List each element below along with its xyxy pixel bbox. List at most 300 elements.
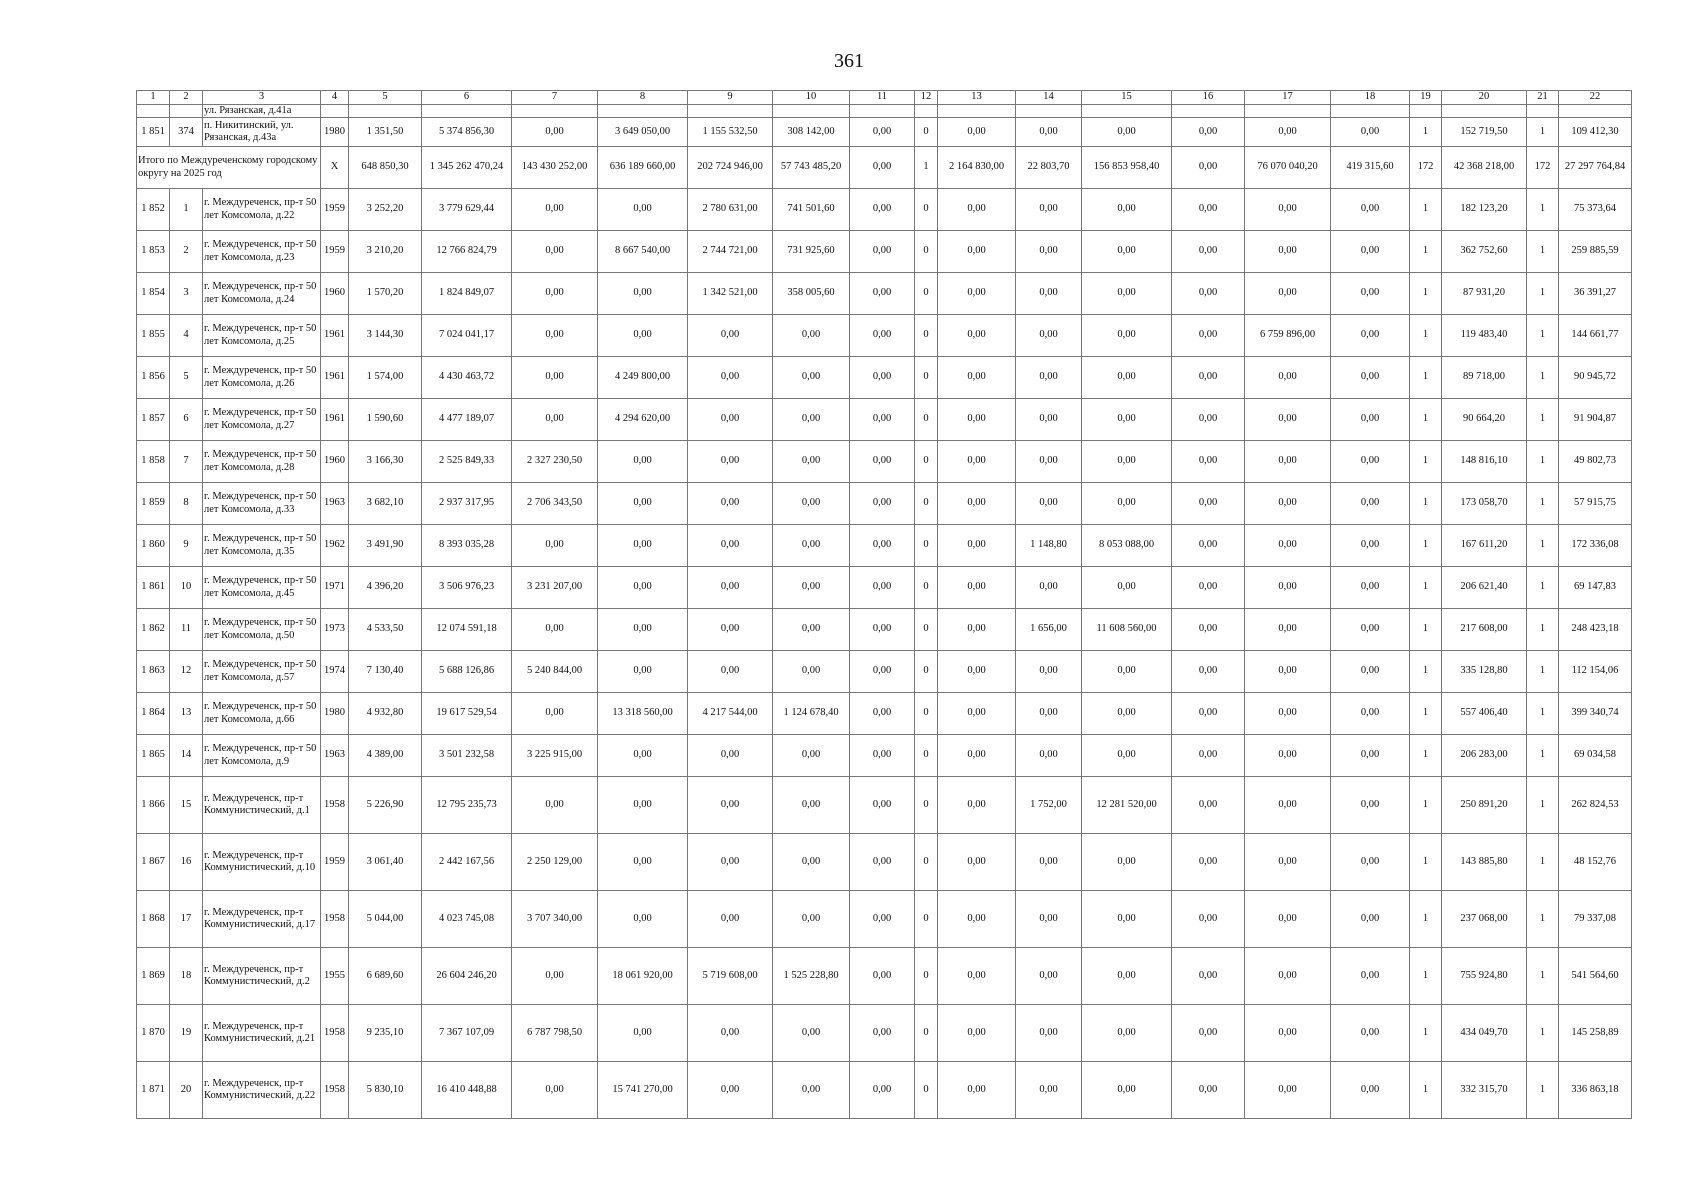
table-cell: 0,00 [598, 567, 688, 609]
table-cell: 3 225 915,00 [512, 735, 598, 777]
table-cell: 0,00 [1331, 483, 1410, 525]
table-cell: 0,00 [1172, 441, 1245, 483]
table-cell: 0,00 [1082, 118, 1172, 147]
table-cell: 1 351,50 [349, 118, 422, 147]
table-cell: 1962 [321, 525, 349, 567]
table-cell: 1 [1410, 118, 1442, 147]
table-cell: 0,00 [1172, 189, 1245, 231]
table-cell: 0,00 [1082, 315, 1172, 357]
table-cell: 1 [1410, 483, 1442, 525]
table-cell: 5 226,90 [349, 777, 422, 834]
table-cell: 0,00 [1245, 525, 1331, 567]
table-cell: 6 787 798,50 [512, 1005, 598, 1062]
table-cell: 0,00 [1331, 441, 1410, 483]
table-cell: 0,00 [1331, 777, 1410, 834]
table-cell: 17 [170, 891, 203, 948]
table-cell: 19 [170, 1005, 203, 1062]
table-cell: 0,00 [1172, 651, 1245, 693]
table-cell: 0,00 [1016, 273, 1082, 315]
table-cell: 12 766 824,79 [422, 231, 512, 273]
table-cell: 0,00 [688, 567, 773, 609]
table-cell [349, 104, 422, 118]
table-cell: 4 430 463,72 [422, 357, 512, 399]
table-cell: 0,00 [850, 834, 915, 891]
table-cell: 4 [170, 315, 203, 357]
table-cell: 1 [1410, 1005, 1442, 1062]
table-cell: 1960 [321, 273, 349, 315]
table-cell: 1 854 [137, 273, 170, 315]
register-table [136, 90, 1632, 1119]
table-cell: 0,00 [688, 891, 773, 948]
table-cell: 0,00 [512, 273, 598, 315]
table-cell: 1 752,00 [1016, 777, 1082, 834]
table-cell: 1 [1527, 357, 1559, 399]
table-cell: 0 [915, 315, 938, 357]
table-cell: 4 389,00 [349, 735, 422, 777]
table-cell: 0,00 [1245, 231, 1331, 273]
table-cell: 1 [915, 147, 938, 189]
table-cell: 109 412,30 [1559, 118, 1632, 147]
table-cell: 1 871 [137, 1062, 170, 1119]
table-cell: 143 885,80 [1442, 834, 1527, 891]
table-cell: 76 070 040,20 [1245, 147, 1331, 189]
table-cell: 0,00 [1172, 1005, 1245, 1062]
table-cell: 1 155 532,50 [688, 118, 773, 147]
table-cell: 112 154,06 [1559, 651, 1632, 693]
table-cell: 0,00 [512, 357, 598, 399]
table-cell: 0 [915, 735, 938, 777]
table-cell: 1 858 [137, 441, 170, 483]
table-cell: 16 410 448,88 [422, 1062, 512, 1119]
table-cell: 0,00 [512, 777, 598, 834]
table-cell: 1955 [321, 948, 349, 1005]
table-cell: 3 166,30 [349, 441, 422, 483]
table-cell: 0,00 [598, 651, 688, 693]
table-cell: 0,00 [938, 651, 1016, 693]
table-cell: 0,00 [850, 1005, 915, 1062]
table-cell: 0,00 [938, 609, 1016, 651]
table-cell: 0,00 [512, 609, 598, 651]
table-cell: 0,00 [1016, 441, 1082, 483]
table-cell: 0,00 [773, 834, 850, 891]
table-cell: 0,00 [688, 483, 773, 525]
table-cell: 0,00 [850, 441, 915, 483]
table-cell [137, 104, 170, 118]
table-cell: 0,00 [938, 525, 1016, 567]
address-cell: п. Никитинский, ул. Рязанская, д.43а [203, 118, 321, 147]
address-cell: г. Междуреченск, пр-т 50 лет Комсомола, д.66 [203, 693, 321, 735]
table-cell: 1 868 [137, 891, 170, 948]
table-cell: 0,00 [1172, 834, 1245, 891]
table-cell: 0,00 [1082, 651, 1172, 693]
table-cell: 1 [1410, 231, 1442, 273]
table-cell: 1 [1410, 441, 1442, 483]
table-cell: 1961 [321, 399, 349, 441]
table-cell: 0 [915, 1062, 938, 1119]
table-cell: 1 861 [137, 567, 170, 609]
table-cell: 1 656,00 [1016, 609, 1082, 651]
address-cell: г. Междуреченск, пр-т 50 лет Комсомола, д.27 [203, 399, 321, 441]
table-cell: 0,00 [1331, 357, 1410, 399]
table-cell: 1 [1527, 525, 1559, 567]
table-cell: 1 [1410, 735, 1442, 777]
table-cell: 0,00 [1245, 693, 1331, 735]
table-cell: 42 368 218,00 [1442, 147, 1527, 189]
table-cell: 0,00 [598, 891, 688, 948]
table-cell: 0,00 [1172, 609, 1245, 651]
table-cell: 0,00 [1245, 651, 1331, 693]
table-cell: 89 718,00 [1442, 357, 1527, 399]
table-cell: 9 [170, 525, 203, 567]
table-cell: 0,00 [1245, 273, 1331, 315]
table-cell: 1 [1527, 399, 1559, 441]
address-cell: г. Междуреченск, пр-т Коммунистический, д.17 [203, 891, 321, 948]
table-cell: 755 924,80 [1442, 948, 1527, 1005]
address-cell: г. Междуреченск, пр-т 50 лет Комсомола, д.28 [203, 441, 321, 483]
table-cell: 148 816,10 [1442, 441, 1527, 483]
table-cell: 1 590,60 [349, 399, 422, 441]
table-cell: 0,00 [512, 315, 598, 357]
table-cell: 0,00 [598, 273, 688, 315]
table-cell: 0,00 [1082, 1062, 1172, 1119]
address-cell: г. Междуреченск, пр-т Коммунистический, д.1 [203, 777, 321, 834]
table-cell: 0,00 [1172, 231, 1245, 273]
table-cell: 1 [1410, 315, 1442, 357]
address-cell: г. Междуреченск, пр-т 50 лет Комсомола, д.24 [203, 273, 321, 315]
table-cell: 1 824 849,07 [422, 273, 512, 315]
table-cell: 1 855 [137, 315, 170, 357]
table-cell: 9 235,10 [349, 1005, 422, 1062]
table-row [137, 483, 1632, 525]
address-cell: г. Междуреченск, пр-т 50 лет Комсомола, д.50 [203, 609, 321, 651]
table-cell: 1 342 521,00 [688, 273, 773, 315]
table-cell: 1 [1527, 567, 1559, 609]
table-cell: 1 [1410, 273, 1442, 315]
table-cell: 399 340,74 [1559, 693, 1632, 735]
header-cell: 17 [1245, 91, 1331, 105]
table-cell: 2 744 721,00 [688, 231, 773, 273]
table-cell: 8 053 088,00 [1082, 525, 1172, 567]
table-cell: 1971 [321, 567, 349, 609]
table-cell: 173 058,70 [1442, 483, 1527, 525]
table-cell: 557 406,40 [1442, 693, 1527, 735]
header-cell: 7 [512, 91, 598, 105]
table-cell [773, 104, 850, 118]
table-cell: 0,00 [512, 1062, 598, 1119]
table-cell: 16 [170, 834, 203, 891]
table-cell: 8 [170, 483, 203, 525]
header-cell: 20 [1442, 91, 1527, 105]
table-cell: 0,00 [1016, 834, 1082, 891]
table-cell: 0,00 [688, 399, 773, 441]
table-cell: 172 [1527, 147, 1559, 189]
table-cell: 1 [1410, 834, 1442, 891]
table-cell: 0,00 [688, 735, 773, 777]
table-cell: 0,00 [938, 693, 1016, 735]
table-cell: 0,00 [1172, 693, 1245, 735]
table-cell: 0,00 [1331, 315, 1410, 357]
table-cell: 0 [915, 525, 938, 567]
table-cell: 0,00 [688, 315, 773, 357]
table-cell: 206 283,00 [1442, 735, 1527, 777]
table-cell: 1 [1410, 609, 1442, 651]
table-cell: 336 863,18 [1559, 1062, 1632, 1119]
table-cell: 0 [915, 609, 938, 651]
table-cell: 206 621,40 [1442, 567, 1527, 609]
table-cell: 0,00 [1331, 693, 1410, 735]
table-cell: 87 931,20 [1442, 273, 1527, 315]
table-cell: 0,00 [512, 118, 598, 147]
table-cell: 648 850,30 [349, 147, 422, 189]
table-cell: 1 [1410, 948, 1442, 1005]
table-cell: 0,00 [598, 609, 688, 651]
table-cell: 0,00 [1331, 948, 1410, 1005]
table-cell: 0,00 [938, 1062, 1016, 1119]
header-cell: 16 [1172, 91, 1245, 105]
page-number: 361 [834, 50, 864, 72]
table-cell: 11 [170, 609, 203, 651]
table-cell: 0,00 [850, 315, 915, 357]
table-cell: 0,00 [688, 834, 773, 891]
table-cell: 1 [1527, 441, 1559, 483]
table-cell: 172 [1410, 147, 1442, 189]
table-cell: 1958 [321, 891, 349, 948]
table-cell: 4 533,50 [349, 609, 422, 651]
table-cell: 13 [170, 693, 203, 735]
table-cell: 0,00 [1016, 567, 1082, 609]
table-cell: 0,00 [850, 231, 915, 273]
table-cell: 3 252,20 [349, 189, 422, 231]
table-cell: 0 [915, 834, 938, 891]
table-cell: 1 124 678,40 [773, 693, 850, 735]
table-cell: 79 337,08 [1559, 891, 1632, 948]
table-row [137, 147, 1632, 189]
table-cell: 1 [1527, 273, 1559, 315]
table-cell: 1 [1527, 118, 1559, 147]
header-cell: 5 [349, 91, 422, 105]
table-cell: 1 857 [137, 399, 170, 441]
table-cell: 0,00 [1245, 441, 1331, 483]
table-cell: 0,00 [1331, 735, 1410, 777]
table-cell: 1959 [321, 231, 349, 273]
table-cell: 0,00 [938, 441, 1016, 483]
header-cell: 4 [321, 91, 349, 105]
table-cell: 0,00 [1082, 273, 1172, 315]
table-cell: 2 706 343,50 [512, 483, 598, 525]
table-cell: 0,00 [598, 834, 688, 891]
table-cell: 0,00 [1245, 1005, 1331, 1062]
table-cell: 1 345 262 470,24 [422, 147, 512, 189]
table-cell: 1 [1527, 609, 1559, 651]
table-cell: 57 915,75 [1559, 483, 1632, 525]
table-cell: 7 367 107,09 [422, 1005, 512, 1062]
table-cell: 144 661,77 [1559, 315, 1632, 357]
table-cell [938, 104, 1016, 118]
table-cell: 0,00 [512, 525, 598, 567]
table-cell: 1 862 [137, 609, 170, 651]
table-cell [1016, 104, 1082, 118]
table-cell: 90 945,72 [1559, 357, 1632, 399]
table-cell: 0,00 [1331, 1062, 1410, 1119]
table-cell: 1 [1527, 1005, 1559, 1062]
table-cell: 90 664,20 [1442, 399, 1527, 441]
table-cell [1410, 104, 1442, 118]
table-cell: 22 803,70 [1016, 147, 1082, 189]
table-cell: 262 824,53 [1559, 777, 1632, 834]
table-cell: 374 [170, 118, 203, 147]
address-cell: г. Междуреченск, пр-т 50 лет Комсомола, д.35 [203, 525, 321, 567]
address-cell: ул. Рязанская, д.41а [203, 104, 321, 118]
address-cell: г. Междуреченск, пр-т 50 лет Комсомола, д.26 [203, 357, 321, 399]
table-cell: 0,00 [598, 1005, 688, 1062]
table-cell: 0,00 [938, 834, 1016, 891]
table-cell [915, 104, 938, 118]
table-cell: 0,00 [512, 693, 598, 735]
table-cell: 1 [1410, 357, 1442, 399]
table-cell: 0 [915, 231, 938, 273]
table-cell: 1 863 [137, 651, 170, 693]
table-cell: 1958 [321, 777, 349, 834]
table-cell: 0,00 [598, 777, 688, 834]
table-cell: 5 830,10 [349, 1062, 422, 1119]
table-cell: 1959 [321, 834, 349, 891]
table-cell: 12 795 235,73 [422, 777, 512, 834]
header-cell: 14 [1016, 91, 1082, 105]
table-cell: 0,00 [512, 948, 598, 1005]
table-cell: 5 044,00 [349, 891, 422, 948]
table-cell: 0,00 [1082, 231, 1172, 273]
table-cell: 152 719,50 [1442, 118, 1527, 147]
table-cell: 0,00 [773, 651, 850, 693]
table-cell: 0,00 [1172, 1062, 1245, 1119]
table-cell: 0,00 [1245, 399, 1331, 441]
table-cell: 636 189 660,00 [598, 147, 688, 189]
table-cell: 7 024 041,17 [422, 315, 512, 357]
table-cell: 3 231 207,00 [512, 567, 598, 609]
table-cell: 2 327 230,50 [512, 441, 598, 483]
table-cell: 0,00 [938, 118, 1016, 147]
table-cell: 0 [915, 693, 938, 735]
table-cell: 0,00 [850, 189, 915, 231]
table-cell: 0,00 [598, 735, 688, 777]
table-cell: 0,00 [938, 948, 1016, 1005]
table-cell: 0,00 [1245, 777, 1331, 834]
table-cell: 0,00 [1245, 891, 1331, 948]
table-cell: 0,00 [850, 777, 915, 834]
table-cell: 5 688 126,86 [422, 651, 512, 693]
table-cell: 1 525 228,80 [773, 948, 850, 1005]
table-cell: 3 682,10 [349, 483, 422, 525]
table-cell: 12 [170, 651, 203, 693]
table-cell: 0 [915, 399, 938, 441]
table-cell: 2 525 849,33 [422, 441, 512, 483]
table-cell: 0 [915, 189, 938, 231]
table-cell: 143 430 252,00 [512, 147, 598, 189]
address-cell: г. Междуреченск, пр-т Коммунистический, д.2 [203, 948, 321, 1005]
table-cell: 6 759 896,00 [1245, 315, 1331, 357]
table-cell: 0,00 [1172, 777, 1245, 834]
table-cell: 0,00 [850, 567, 915, 609]
table-cell: 0,00 [1172, 357, 1245, 399]
address-cell: г. Междуреченск, пр-т Коммунистический, д.22 [203, 1062, 321, 1119]
table-cell: 0,00 [598, 315, 688, 357]
table-cell: 0,00 [1331, 891, 1410, 948]
table-cell: 0,00 [1331, 567, 1410, 609]
table-cell: 0,00 [1331, 609, 1410, 651]
table-cell: 0,00 [1172, 735, 1245, 777]
table-cell: 0,00 [850, 357, 915, 399]
table-cell: 0,00 [1016, 118, 1082, 147]
table-cell: 1963 [321, 483, 349, 525]
table-cell: 1 [1527, 651, 1559, 693]
table-row [137, 189, 1632, 231]
table-cell: 0,00 [1082, 567, 1172, 609]
table-cell: 0,00 [1172, 399, 1245, 441]
table-row [137, 609, 1632, 651]
table-cell: 0 [915, 357, 938, 399]
table-cell [850, 104, 915, 118]
table-row [137, 104, 1632, 118]
table-cell: 1973 [321, 609, 349, 651]
table-cell: 2 250 129,00 [512, 834, 598, 891]
address-cell: г. Междуреченск, пр-т 50 лет Комсомола, д.22 [203, 189, 321, 231]
table-cell: 0,00 [688, 609, 773, 651]
table-cell: 0,00 [1331, 189, 1410, 231]
table-cell: 362 752,60 [1442, 231, 1527, 273]
table-cell: 3 779 629,44 [422, 189, 512, 231]
table-cell: 3 649 050,00 [598, 118, 688, 147]
table-row [137, 357, 1632, 399]
table-cell: 1 574,00 [349, 357, 422, 399]
table-cell: X [321, 147, 349, 189]
table-cell: 69 034,58 [1559, 735, 1632, 777]
header-cell: 22 [1559, 91, 1632, 105]
table-row [137, 525, 1632, 567]
table-cell: 13 318 560,00 [598, 693, 688, 735]
table-cell: 5 374 856,30 [422, 118, 512, 147]
table-cell: 1 866 [137, 777, 170, 834]
table-cell: 0,00 [1245, 118, 1331, 147]
table-cell: 0,00 [688, 525, 773, 567]
table-cell: 3 501 232,58 [422, 735, 512, 777]
table-cell: 1 [1527, 834, 1559, 891]
table-cell: 15 [170, 777, 203, 834]
table-cell: 1 [1527, 735, 1559, 777]
table-cell: 0,00 [512, 189, 598, 231]
table-cell: 1 867 [137, 834, 170, 891]
table-cell: 0,00 [1082, 1005, 1172, 1062]
header-cell: 15 [1082, 91, 1172, 105]
table-cell [1172, 104, 1245, 118]
table-cell: 0,00 [598, 441, 688, 483]
table-cell: 0,00 [938, 483, 1016, 525]
table-cell: 1 860 [137, 525, 170, 567]
table-cell: 0,00 [850, 525, 915, 567]
table-cell: 3 [170, 273, 203, 315]
table-cell: 0,00 [1172, 315, 1245, 357]
table-cell: 0 [915, 118, 938, 147]
table-cell: 0,00 [850, 399, 915, 441]
address-cell: г. Междуреченск, пр-т 50 лет Комсомола, д.45 [203, 567, 321, 609]
table-cell: 0,00 [1245, 948, 1331, 1005]
table-cell: 0,00 [1245, 567, 1331, 609]
table-cell: 4 477 189,07 [422, 399, 512, 441]
table-cell [1527, 104, 1559, 118]
table-cell: 0,00 [773, 315, 850, 357]
table-cell: 1 870 [137, 1005, 170, 1062]
table-cell: 1 864 [137, 693, 170, 735]
table-cell: 1 851 [137, 118, 170, 147]
